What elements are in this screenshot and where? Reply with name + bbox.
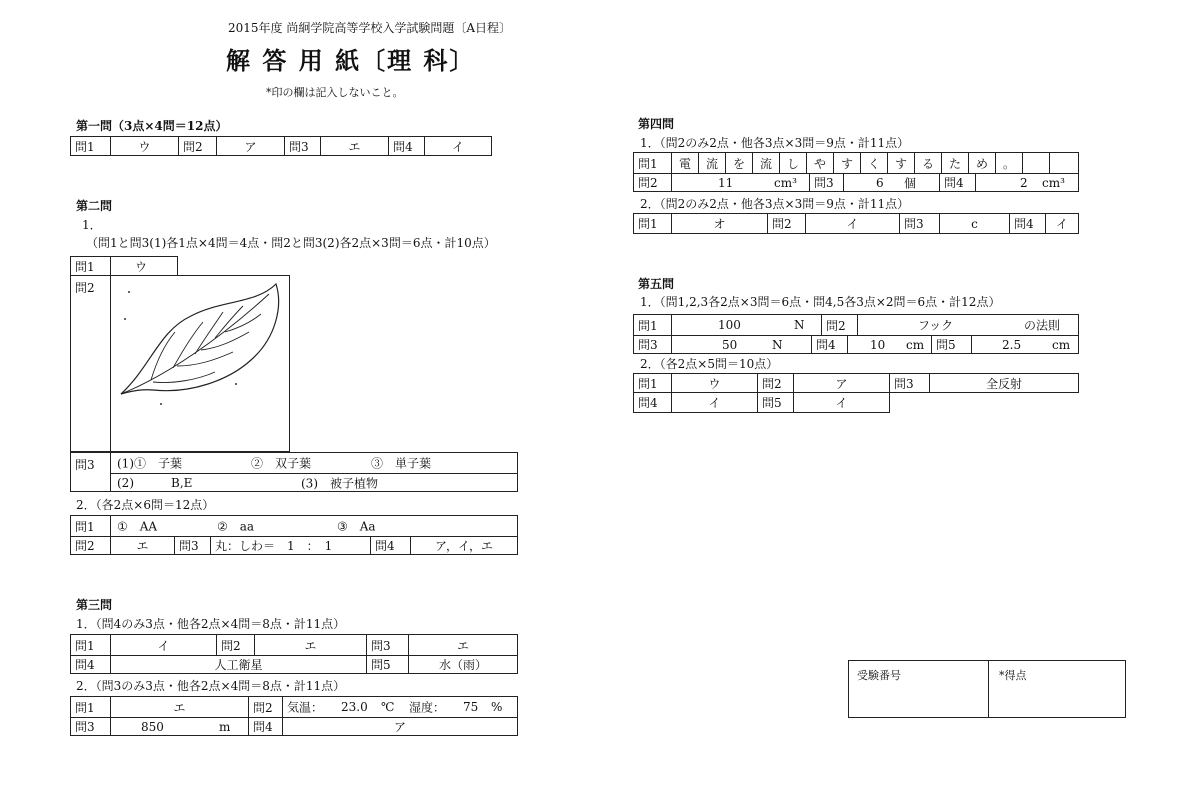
answer-cell[interactable]: 人工衛星 — [111, 655, 367, 674]
humidity-value[interactable]: 75 — [463, 700, 479, 714]
answer-cell[interactable]: エ — [255, 635, 367, 655]
s4-part1-table — [633, 152, 1079, 192]
answer-cell[interactable]: エ — [321, 137, 389, 155]
answer-cell[interactable]: イ — [835, 396, 848, 410]
section-3-part-2: 2．（問3のみ3点・他各2点×4問＝8点・計11点） — [76, 679, 346, 693]
temperature-unit: ℃ — [381, 700, 395, 714]
section-4-part-2: 2．（問2のみ2点・他各3点×3問＝9点・計11点） — [640, 197, 910, 211]
question-label: 問1 — [634, 315, 672, 335]
answer-char-cell[interactable]: た — [942, 153, 969, 173]
question-label: 問5 — [367, 655, 409, 674]
section-5-part-1: 1．（問1,2,3各2点×3問＝6点・問4,5各3点×2問＝6点・計12点） — [640, 295, 1001, 309]
question-label: 問1 — [634, 374, 672, 392]
answer-cell[interactable]: イ — [1055, 217, 1068, 231]
s2-part2-row-1 — [71, 516, 517, 537]
answer-cell[interactable] — [672, 335, 812, 354]
answer-value: フック — [918, 318, 954, 333]
answer-text: (2) — [117, 475, 134, 490]
section-5-part-2: 2．（各2点×5問＝10点） — [640, 357, 779, 371]
section-5-title: 第五問 — [638, 277, 675, 291]
answer-value: 50 — [722, 337, 738, 352]
s3-part2-table — [70, 696, 518, 736]
answer-char-cell[interactable]: く — [861, 153, 888, 173]
s4-part2-table — [633, 213, 1079, 234]
leaf-drawing — [111, 276, 289, 451]
temperature-value[interactable]: 23.0 — [341, 700, 368, 714]
answer-char-cell[interactable]: や — [807, 153, 834, 173]
answer-text[interactable]: ③ 単子葉 — [371, 456, 432, 471]
question-label: 問2 — [758, 374, 794, 392]
score-label: *得点 — [999, 669, 1027, 682]
answer-cell[interactable]: 全反射 — [985, 376, 1022, 391]
answer-value: 2 — [1020, 175, 1028, 190]
answer-value: 6 — [876, 175, 884, 190]
answer-text[interactable]: ② aa — [217, 519, 255, 534]
exam-number-field[interactable] — [849, 661, 989, 717]
answer-char-cell[interactable]: 流 — [699, 153, 726, 173]
s4-part1-row-2 — [634, 173, 1078, 192]
answer-char-cell[interactable]: し — [780, 153, 807, 173]
question-label: 問4 — [389, 137, 425, 155]
section-4-part-1: 1．（問2のみ2点・他各3点×3問＝9点・計11点） — [640, 136, 910, 150]
question-label: 問2 — [249, 697, 283, 717]
s5-part2-row-1 — [633, 373, 1079, 393]
answer-text[interactable]: (3) 被子植物 — [301, 476, 378, 490]
s2-q3-row-1 — [111, 453, 517, 474]
answer-unit: N — [772, 337, 783, 352]
s2-q3-table — [70, 452, 518, 492]
answer-value: 2.5 — [1002, 337, 1022, 352]
answer-unit: cm — [906, 337, 925, 352]
section-1-table — [70, 136, 492, 156]
section-4-title: 第四問 — [638, 117, 675, 131]
answer-cell[interactable] — [976, 173, 1078, 192]
answer-char-cell[interactable]: す — [888, 153, 915, 173]
question-label: 問4 — [634, 393, 672, 412]
answer-unit: N — [794, 318, 805, 332]
answer-cell[interactable]: イ — [111, 635, 217, 655]
question-label: 問3 — [634, 335, 672, 354]
exam-title: 2015年度 尚絅学院高等学校入学試験問題〔A日程〕 — [228, 21, 512, 35]
question-label: 問5 — [758, 393, 794, 412]
s3-part1-table — [70, 634, 518, 674]
section-3-part-1: 1．（問4のみ3点・他各2点×4問＝8点・計11点） — [76, 617, 346, 631]
answer-cell[interactable]: ア，イ，エ — [435, 539, 493, 553]
answer-cell[interactable]: イ — [672, 393, 758, 412]
s5-part1-row-1 — [634, 315, 1078, 336]
s5-part2-row-2 — [633, 392, 890, 413]
answer-unit: cm³ — [774, 175, 797, 190]
humidity-label: 湿度： — [409, 700, 446, 715]
answer-cell[interactable]: イ — [451, 139, 464, 154]
answer-char-cell[interactable] — [1050, 153, 1078, 173]
leaf-icon — [111, 276, 289, 451]
answer-cell[interactable]: オ — [672, 214, 768, 233]
answer-cell[interactable]: ウ — [111, 137, 179, 155]
answer-text[interactable]: ① AA — [117, 519, 158, 534]
answer-cell[interactable] — [972, 335, 1078, 354]
s2-q2-table — [70, 275, 290, 452]
answer-value: 11 — [718, 175, 734, 190]
question-label: 問2 — [768, 214, 806, 233]
s3-part2-row-2 — [71, 717, 517, 736]
answer-unit: 個 — [904, 176, 917, 190]
answer-unit: cm³ — [1042, 175, 1065, 190]
answer-cell[interactable]: イ — [806, 214, 900, 233]
score-box — [848, 660, 1126, 718]
question-label: 問3 — [367, 635, 409, 655]
sheet-title: 解 答 用 紙〔理 科〕 — [226, 46, 476, 75]
answer-cell[interactable] — [111, 717, 249, 736]
question-label: 問3 — [71, 453, 111, 491]
question-label: 問3 — [890, 374, 930, 392]
question-label: 問3 — [175, 536, 211, 555]
question-label: 問5 — [932, 335, 972, 354]
answer-cell[interactable]: 丸：しわ＝ 1 ： 1 — [211, 536, 371, 555]
answer-value: 100 — [718, 318, 741, 332]
answer-char-cell[interactable] — [1023, 153, 1050, 173]
answer-value: 10 — [870, 337, 886, 352]
answer-cell[interactable] — [858, 315, 1078, 335]
question-label: 問1 — [634, 153, 672, 173]
answer-text[interactable]: ③ Aa — [337, 519, 376, 534]
question-label: 問1 — [71, 697, 111, 717]
question-label: 問2 — [179, 137, 217, 155]
question-label: 問2 — [822, 315, 858, 335]
question-label: 問4 — [1010, 214, 1046, 233]
s5-part1-table — [633, 314, 1079, 354]
answer-suffix: の法則 — [1024, 318, 1061, 333]
score-field — [989, 661, 1125, 717]
answer-cell[interactable] — [848, 335, 932, 354]
section-2-title: 第二問 — [76, 199, 113, 213]
answer-text[interactable]: ② 双子葉 — [251, 456, 312, 471]
section-2-part-2: 2．（各2点×6問＝12点） — [76, 498, 215, 512]
note: *印の欄は記入しないこと。 — [266, 86, 404, 99]
question-label: 問3 — [900, 214, 940, 233]
section-3-title: 第三問 — [76, 598, 113, 612]
temperature-label: 気温： — [287, 700, 324, 715]
question-label: 問4 — [249, 717, 283, 736]
s3-part2-row-1 — [71, 697, 517, 718]
answer-cell[interactable]: ウ — [135, 259, 148, 274]
answer-cell[interactable] — [844, 173, 940, 192]
answer-char-cell[interactable]: る — [915, 153, 942, 173]
answer-cell[interactable] — [672, 315, 822, 335]
answer-value: 850 — [141, 719, 164, 734]
answer-cell[interactable]: ア — [794, 374, 890, 392]
s3-part1-row-1 — [71, 635, 517, 656]
humidity-unit: % — [491, 700, 503, 714]
question-label: 問3 — [71, 717, 111, 736]
answer-char-cell[interactable]: す — [834, 153, 861, 173]
question-label: 問2 — [217, 635, 255, 655]
question-label: 問4 — [71, 655, 111, 674]
s2-q1-table — [70, 256, 178, 276]
answer-char-cell[interactable]: め — [969, 153, 996, 173]
answer-char-cell[interactable]: を — [726, 153, 753, 173]
question-label: 問4 — [371, 536, 411, 555]
question-label: 問1 — [71, 516, 111, 536]
answer-cell[interactable]: ア — [393, 720, 406, 734]
answer-unit: cm — [1052, 337, 1071, 352]
answer-text[interactable]: B,E — [171, 475, 193, 490]
s2-part2-table — [70, 515, 518, 555]
answer-cell[interactable]: ア — [217, 137, 285, 155]
section-2-part-1-score: （問1と問3(1)各1点×4問＝4点・問2と問3(2)各2点×3問＝6点・計10点） — [86, 236, 496, 250]
answer-char-cell[interactable]: 電 — [672, 153, 699, 173]
s5-part1-row-2 — [634, 335, 1078, 354]
answer-char-cell[interactable]: 。 — [996, 153, 1023, 173]
question-label: 問1 — [71, 257, 111, 275]
answer-text[interactable]: (1)① 子葉 — [117, 456, 182, 471]
section-2-part-1: 1． — [82, 218, 102, 232]
question-label: 問3 — [285, 137, 321, 155]
section-1-title: 第一問（3点×4問＝12点） — [76, 119, 228, 133]
s2-part2-row-2 — [71, 536, 517, 555]
exam-number-label: 受験番号 — [857, 669, 901, 682]
question-label: 問1 — [71, 635, 111, 655]
question-label: 問4 — [812, 335, 848, 354]
question-label: 問3 — [810, 173, 844, 192]
s2-q3-row-2 — [111, 473, 517, 492]
answer-cell[interactable] — [672, 173, 810, 192]
answer-cell[interactable]: ウ — [672, 374, 758, 392]
question-label: 問4 — [940, 173, 976, 192]
answer-cell[interactable]: エ — [111, 536, 175, 555]
question-label: 問2 — [71, 276, 111, 451]
s4-part1-row-1 — [634, 153, 1078, 174]
question-label: 問1 — [71, 137, 111, 155]
s3-part1-row-2 — [71, 655, 517, 674]
answer-cell[interactable]: c — [940, 214, 1010, 233]
answer-char-cell[interactable]: 流 — [753, 153, 780, 173]
answer-cell[interactable]: エ — [111, 697, 249, 717]
question-label: 問2 — [634, 173, 672, 192]
answer-cell[interactable]: エ — [456, 638, 469, 653]
question-label: 問1 — [634, 214, 672, 233]
question-label: 問2 — [71, 536, 111, 555]
answer-unit: m — [219, 719, 231, 734]
answer-cell[interactable]: 水（雨） — [438, 658, 487, 672]
